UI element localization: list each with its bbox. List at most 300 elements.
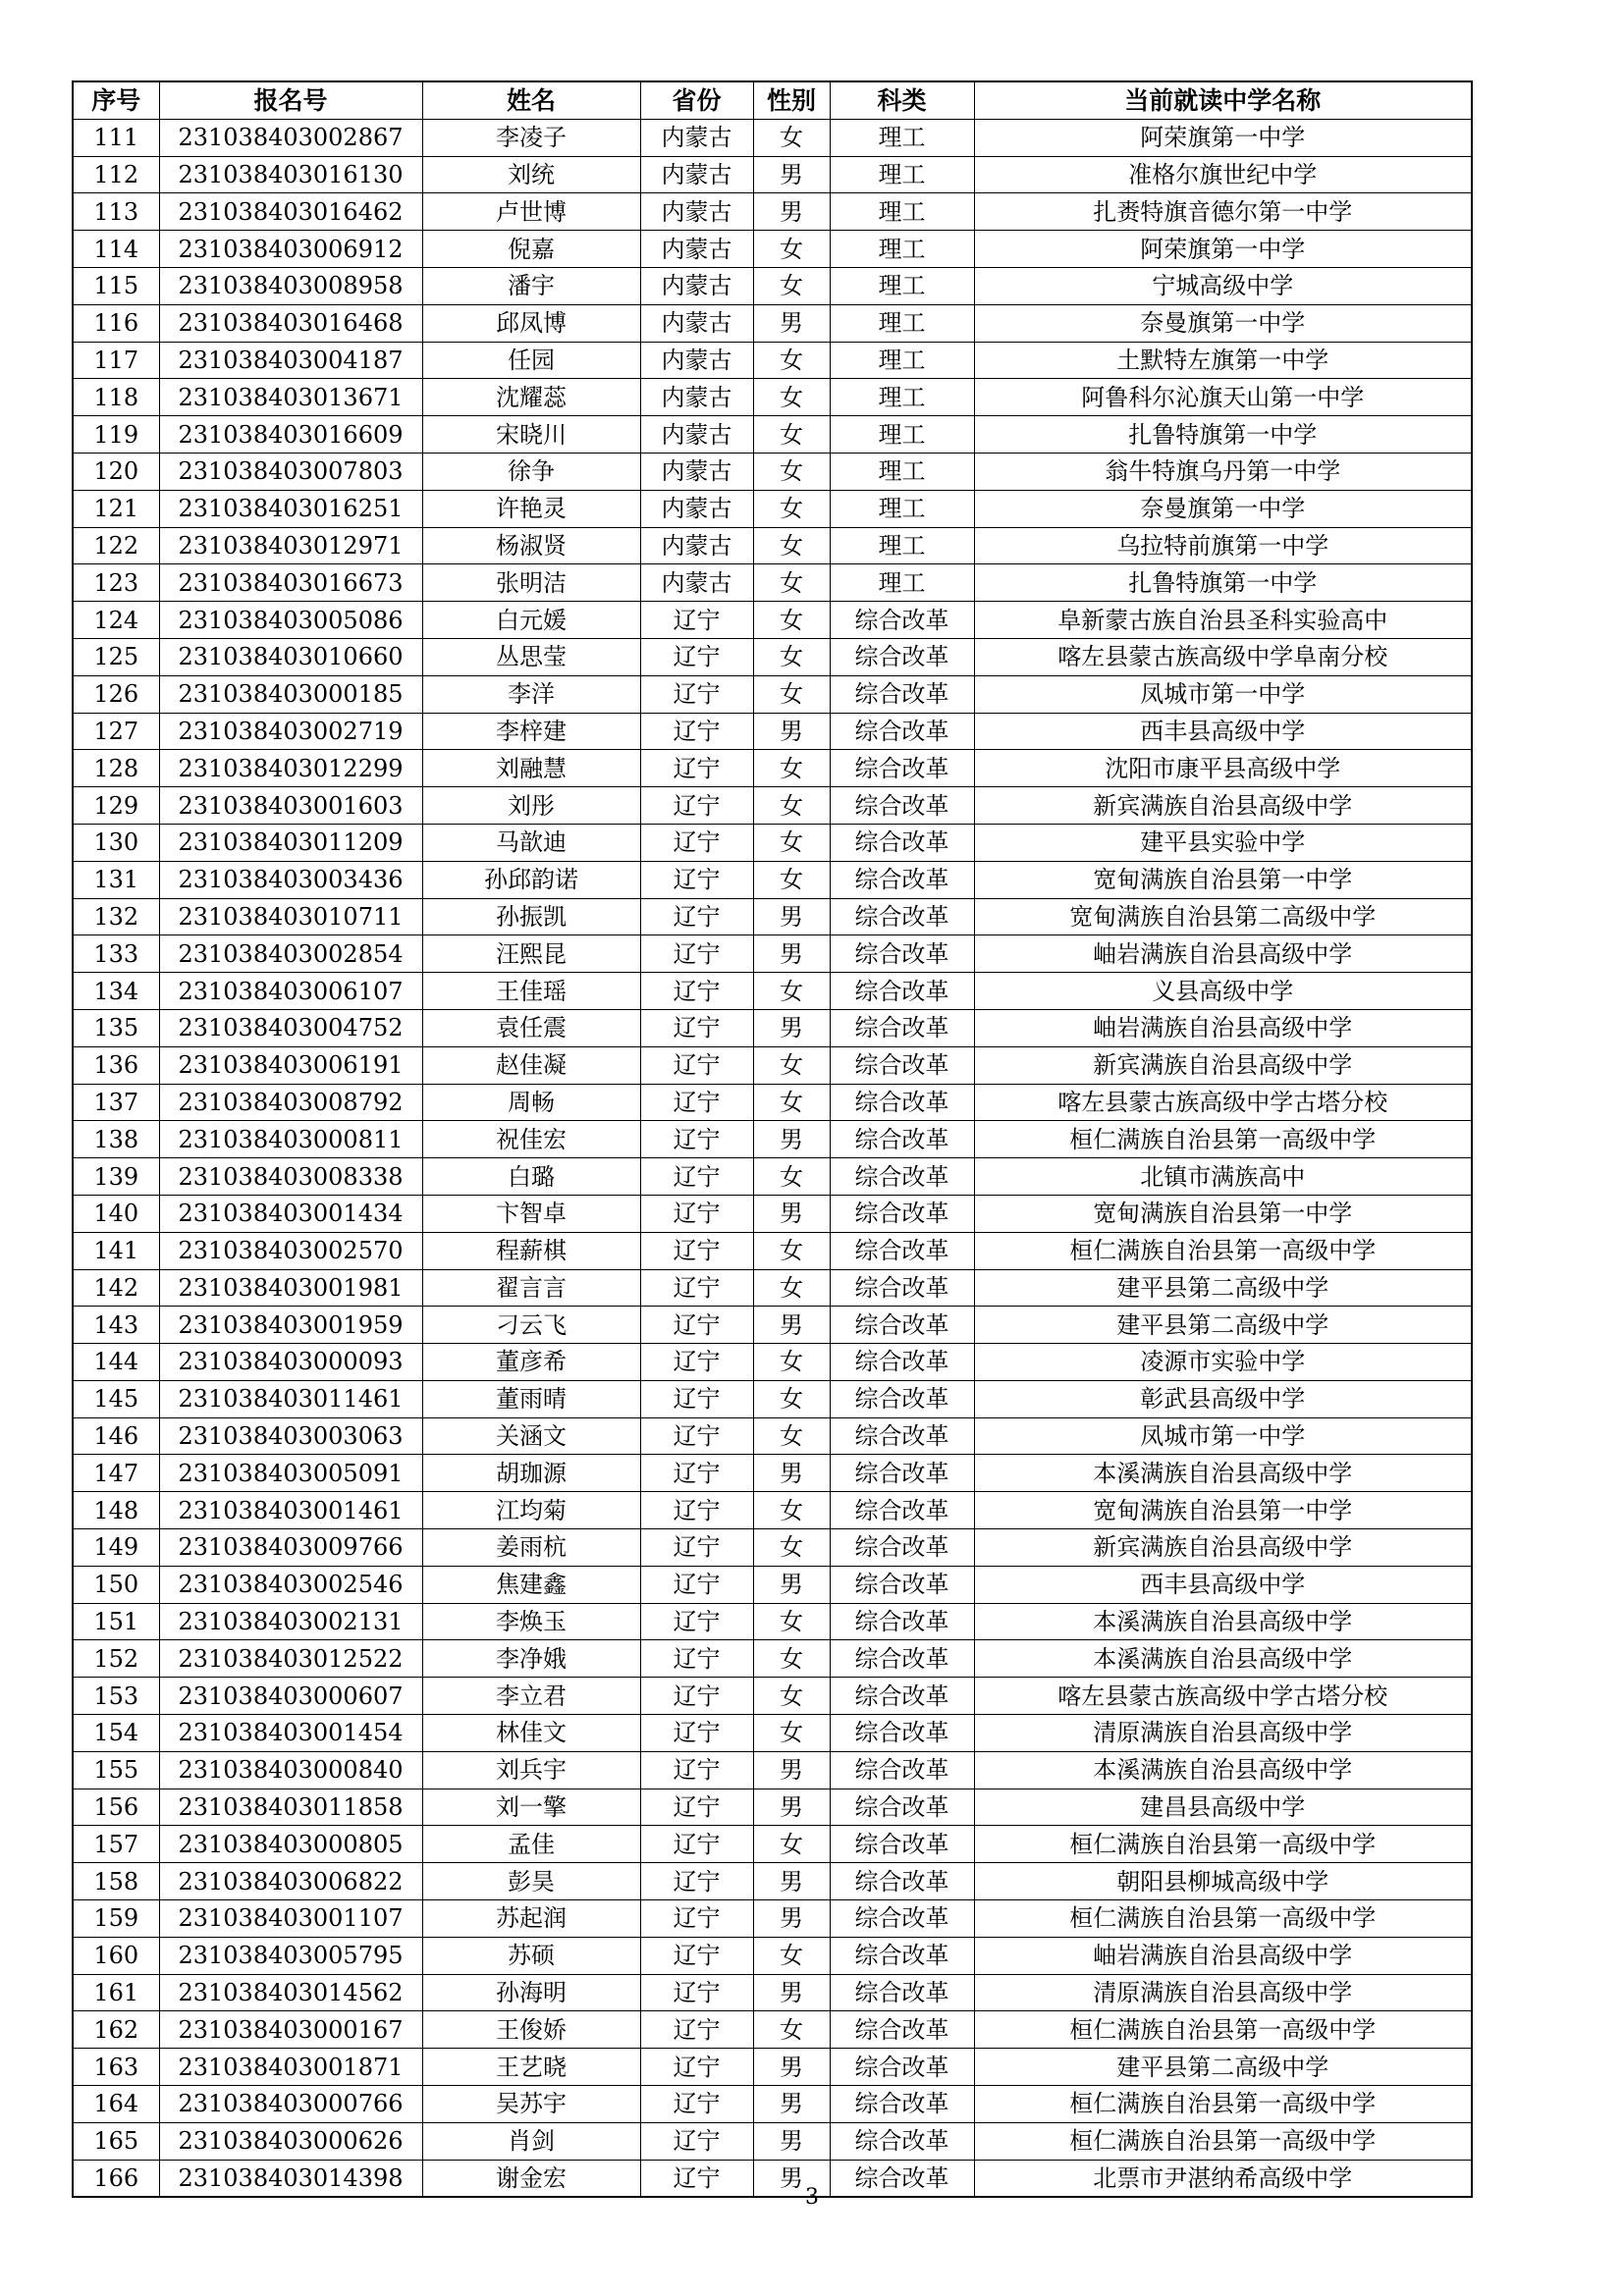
cell-name: 胡珈源 (422, 1455, 640, 1492)
cell-province: 辽宁 (640, 2086, 753, 2123)
table-row (73, 1269, 1472, 1307)
table-row (73, 1232, 1472, 1269)
cell-name: 程薪棋 (422, 1232, 640, 1269)
cell-registration-number: 231038403016609 (159, 416, 422, 454)
cell-province: 辽宁 (640, 1566, 753, 1603)
cell-province: 辽宁 (640, 898, 753, 935)
cell-province: 辽宁 (640, 935, 753, 973)
cell-registration-number: 231038403016251 (159, 490, 422, 527)
cell-registration-number: 231038403001454 (159, 1715, 422, 1752)
cell-registration-number: 231038403002570 (159, 1232, 422, 1269)
cell-index: 153 (73, 1678, 159, 1715)
cell-name: 刘一擎 (422, 1789, 640, 1826)
cell-registration-number: 231038403006822 (159, 1863, 422, 1900)
cell-province: 辽宁 (640, 675, 753, 713)
cell-school-name: 北票市尹湛纳希高级中学 (974, 2160, 1472, 2197)
cell-name: 刘融慧 (422, 750, 640, 787)
cell-registration-number: 231038403011858 (159, 1789, 422, 1826)
cell-province: 辽宁 (640, 1417, 753, 1455)
cell-subject-category: 理工 (830, 156, 974, 193)
cell-name: 刘统 (422, 156, 640, 193)
cell-name: 杨淑贤 (422, 527, 640, 564)
table-row (73, 416, 1472, 454)
cell-school-name: 奈曼旗第一中学 (974, 490, 1472, 527)
table-row (73, 861, 1472, 898)
cell-gender: 女 (753, 602, 830, 639)
cell-province: 辽宁 (640, 1046, 753, 1084)
cell-gender: 女 (753, 231, 830, 268)
cell-gender: 女 (753, 1715, 830, 1752)
table-row (73, 1121, 1472, 1158)
cell-name: 张明洁 (422, 564, 640, 602)
cell-province: 辽宁 (640, 2160, 753, 2197)
table-row (73, 1492, 1472, 1529)
header-province: 省份 (640, 81, 753, 119)
cell-name: 焦建鑫 (422, 1566, 640, 1603)
cell-registration-number: 231038403008338 (159, 1158, 422, 1196)
table-row (73, 1084, 1472, 1121)
cell-subject-category: 综合改革 (830, 1640, 974, 1678)
cell-subject-category: 综合改革 (830, 2049, 974, 2086)
cell-index: 112 (73, 156, 159, 193)
cell-province: 辽宁 (640, 1009, 753, 1046)
cell-subject-category: 综合改革 (830, 1789, 974, 1826)
cell-registration-number: 231038403003436 (159, 861, 422, 898)
cell-gender: 男 (753, 2122, 830, 2160)
cell-index: 140 (73, 1195, 159, 1232)
cell-name: 卢世博 (422, 193, 640, 231)
cell-school-name: 土默特左旗第一中学 (974, 342, 1472, 379)
cell-index: 165 (73, 2122, 159, 2160)
cell-subject-category: 理工 (830, 304, 974, 342)
cell-school-name: 扎鲁特旗第一中学 (974, 416, 1472, 454)
table-row (73, 638, 1472, 675)
cell-school-name: 新宾满族自治县高级中学 (974, 1046, 1472, 1084)
cell-name: 刘兵宇 (422, 1751, 640, 1789)
cell-name: 王佳瑶 (422, 973, 640, 1010)
cell-subject-category: 综合改革 (830, 787, 974, 825)
table-row (73, 1344, 1472, 1381)
cell-province: 辽宁 (640, 973, 753, 1010)
cell-province: 内蒙古 (640, 527, 753, 564)
cell-name: 袁任震 (422, 1009, 640, 1046)
cell-index: 155 (73, 1751, 159, 1789)
table-row (73, 1863, 1472, 1900)
cell-school-name: 宽甸满族自治县第二高级中学 (974, 898, 1472, 935)
table-row (73, 193, 1472, 231)
cell-gender: 女 (753, 490, 830, 527)
cell-name: 彭昊 (422, 1863, 640, 1900)
cell-registration-number: 231038403000840 (159, 1751, 422, 1789)
cell-registration-number: 231038403001959 (159, 1307, 422, 1344)
cell-gender: 女 (753, 1158, 830, 1196)
cell-school-name: 宽甸满族自治县第一中学 (974, 861, 1472, 898)
cell-province: 辽宁 (640, 713, 753, 750)
cell-registration-number: 231038403001107 (159, 1900, 422, 1938)
cell-school-name: 阜新蒙古族自治县圣科实验高中 (974, 602, 1472, 639)
cell-subject-category: 综合改革 (830, 1232, 974, 1269)
cell-registration-number: 231038403006107 (159, 973, 422, 1010)
cell-school-name: 桓仁满族自治县第一高级中学 (974, 1121, 1472, 1158)
cell-school-name: 宁城高级中学 (974, 267, 1472, 304)
cell-name: 邱凤博 (422, 304, 640, 342)
cell-subject-category: 综合改革 (830, 1046, 974, 1084)
cell-gender: 女 (753, 564, 830, 602)
cell-province: 辽宁 (640, 1678, 753, 1715)
table-row (73, 342, 1472, 379)
cell-school-name: 翁牛特旗乌丹第一中学 (974, 453, 1472, 490)
table-row (73, 1046, 1472, 1084)
table-row (73, 1307, 1472, 1344)
cell-subject-category: 综合改革 (830, 973, 974, 1010)
table-row (73, 304, 1472, 342)
table-row (73, 2086, 1472, 2123)
cell-gender: 女 (753, 787, 830, 825)
cell-registration-number: 231038403001871 (159, 2049, 422, 2086)
cell-registration-number: 231038403016462 (159, 193, 422, 231)
cell-province: 辽宁 (640, 1158, 753, 1196)
cell-province: 辽宁 (640, 1640, 753, 1678)
table-row (73, 1974, 1472, 2011)
cell-gender: 女 (753, 119, 830, 156)
cell-index: 116 (73, 304, 159, 342)
cell-school-name: 本溪满族自治县高级中学 (974, 1751, 1472, 1789)
cell-school-name: 扎鲁特旗第一中学 (974, 564, 1472, 602)
cell-name: 李凌子 (422, 119, 640, 156)
cell-school-name: 本溪满族自治县高级中学 (974, 1603, 1472, 1640)
cell-gender: 男 (753, 713, 830, 750)
cell-subject-category: 综合改革 (830, 1455, 974, 1492)
cell-gender: 女 (753, 1826, 830, 1863)
cell-subject-category: 综合改革 (830, 1344, 974, 1381)
cell-index: 139 (73, 1158, 159, 1196)
cell-gender: 男 (753, 1789, 830, 1826)
cell-gender: 男 (753, 2049, 830, 2086)
cell-registration-number: 231038403002719 (159, 713, 422, 750)
cell-school-name: 建昌县高级中学 (974, 1789, 1472, 1826)
cell-registration-number: 231038403002131 (159, 1603, 422, 1640)
table-row (73, 1566, 1472, 1603)
cell-school-name: 新宾满族自治县高级中学 (974, 787, 1472, 825)
cell-index: 124 (73, 602, 159, 639)
cell-school-name: 桓仁满族自治县第一高级中学 (974, 2086, 1472, 2123)
table-row (73, 1158, 1472, 1196)
cell-index: 114 (73, 231, 159, 268)
cell-province: 辽宁 (640, 787, 753, 825)
cell-index: 125 (73, 638, 159, 675)
cell-name: 徐争 (422, 453, 640, 490)
cell-province: 辽宁 (640, 1455, 753, 1492)
cell-subject-category: 综合改革 (830, 1307, 974, 1344)
cell-index: 134 (73, 973, 159, 1010)
cell-subject-category: 综合改革 (830, 1195, 974, 1232)
cell-province: 辽宁 (640, 1121, 753, 1158)
cell-gender: 女 (753, 750, 830, 787)
cell-index: 121 (73, 490, 159, 527)
cell-subject-category: 理工 (830, 527, 974, 564)
cell-registration-number: 231038403016468 (159, 304, 422, 342)
cell-gender: 女 (753, 267, 830, 304)
table-row (73, 1455, 1472, 1492)
cell-registration-number: 231038403001461 (159, 1492, 422, 1529)
cell-subject-category: 综合改革 (830, 2122, 974, 2160)
cell-subject-category: 综合改革 (830, 1826, 974, 1863)
cell-gender: 女 (753, 342, 830, 379)
cell-registration-number: 231038403007803 (159, 453, 422, 490)
cell-school-name: 建平县第二高级中学 (974, 2049, 1472, 2086)
cell-registration-number: 231038403012522 (159, 1640, 422, 1678)
cell-name: 周畅 (422, 1084, 640, 1121)
cell-name: 李立君 (422, 1678, 640, 1715)
cell-index: 141 (73, 1232, 159, 1269)
cell-registration-number: 231038403000626 (159, 2122, 422, 2160)
cell-subject-category: 综合改革 (830, 2160, 974, 2197)
cell-gender: 男 (753, 304, 830, 342)
cell-province: 辽宁 (640, 861, 753, 898)
cell-school-name: 阿荣旗第一中学 (974, 231, 1472, 268)
cell-province: 辽宁 (640, 2122, 753, 2160)
table-row (73, 453, 1472, 490)
cell-registration-number: 231038403004187 (159, 342, 422, 379)
cell-registration-number: 231038403000607 (159, 1678, 422, 1715)
cell-name: 李梓建 (422, 713, 640, 750)
cell-registration-number: 231038403001603 (159, 787, 422, 825)
cell-gender: 女 (753, 1344, 830, 1381)
cell-school-name: 凤城市第一中学 (974, 675, 1472, 713)
cell-school-name: 本溪满族自治县高级中学 (974, 1640, 1472, 1678)
cell-registration-number: 231038403006191 (159, 1046, 422, 1084)
cell-name: 孙邱韵诺 (422, 861, 640, 898)
cell-index: 157 (73, 1826, 159, 1863)
cell-school-name: 北镇市满族高中 (974, 1158, 1472, 1196)
cell-name: 孙振凯 (422, 898, 640, 935)
cell-province: 辽宁 (640, 1789, 753, 1826)
cell-gender: 女 (753, 973, 830, 1010)
cell-registration-number: 231038403009766 (159, 1529, 422, 1567)
cell-subject-category: 理工 (830, 379, 974, 416)
table-row (73, 2011, 1472, 2049)
cell-subject-category: 综合改革 (830, 1269, 974, 1307)
cell-subject-category: 综合改革 (830, 1009, 974, 1046)
cell-registration-number: 231038403000811 (159, 1121, 422, 1158)
cell-province: 辽宁 (640, 2011, 753, 2049)
cell-index: 159 (73, 1900, 159, 1938)
cell-name: 潘宇 (422, 267, 640, 304)
cell-gender: 女 (753, 1084, 830, 1121)
cell-school-name: 喀左县蒙古族高级中学阜南分校 (974, 638, 1472, 675)
cell-name: 祝佳宏 (422, 1121, 640, 1158)
cell-registration-number: 231038403003063 (159, 1417, 422, 1455)
cell-gender: 男 (753, 1751, 830, 1789)
cell-registration-number: 231038403012299 (159, 750, 422, 787)
page-number: 3 (805, 2185, 819, 2210)
table-row (73, 1678, 1472, 1715)
cell-gender: 女 (753, 861, 830, 898)
cell-school-name: 义县高级中学 (974, 973, 1472, 1010)
cell-name: 孟佳 (422, 1826, 640, 1863)
cell-gender: 女 (753, 1269, 830, 1307)
header-school-name: 当前就读中学名称 (974, 81, 1472, 119)
cell-gender: 女 (753, 1937, 830, 1974)
cell-subject-category: 综合改革 (830, 1380, 974, 1417)
cell-subject-category: 综合改革 (830, 898, 974, 935)
cell-subject-category: 理工 (830, 267, 974, 304)
cell-subject-category: 综合改革 (830, 1529, 974, 1567)
cell-gender: 女 (753, 1492, 830, 1529)
cell-registration-number: 231038403013671 (159, 379, 422, 416)
cell-province: 辽宁 (640, 1937, 753, 1974)
cell-gender: 男 (753, 1900, 830, 1938)
cell-registration-number: 231038403016130 (159, 156, 422, 193)
cell-subject-category: 综合改革 (830, 750, 974, 787)
cell-registration-number: 231038403005795 (159, 1937, 422, 1974)
cell-index: 132 (73, 898, 159, 935)
cell-gender: 女 (753, 1046, 830, 1084)
table-body (73, 119, 1472, 2197)
cell-subject-category: 理工 (830, 231, 974, 268)
table-row (73, 713, 1472, 750)
cell-name: 卞智卓 (422, 1195, 640, 1232)
cell-province: 辽宁 (640, 1269, 753, 1307)
cell-name: 林佳文 (422, 1715, 640, 1752)
cell-school-name: 建平县实验中学 (974, 824, 1472, 861)
cell-subject-category: 综合改革 (830, 1084, 974, 1121)
table-row (73, 1009, 1472, 1046)
cell-gender: 男 (753, 898, 830, 935)
cell-subject-category: 综合改革 (830, 1974, 974, 2011)
cell-name: 姜雨杭 (422, 1529, 640, 1567)
cell-index: 145 (73, 1380, 159, 1417)
table-row (73, 787, 1472, 825)
cell-name: 李焕玉 (422, 1603, 640, 1640)
cell-registration-number: 231038403002854 (159, 935, 422, 973)
cell-index: 164 (73, 2086, 159, 2123)
cell-gender: 男 (753, 1009, 830, 1046)
cell-registration-number: 231038403012971 (159, 527, 422, 564)
cell-gender: 女 (753, 1232, 830, 1269)
cell-subject-category: 综合改革 (830, 1158, 974, 1196)
cell-registration-number: 231038403000766 (159, 2086, 422, 2123)
table-row (73, 1195, 1472, 1232)
header-gender: 性别 (753, 81, 830, 119)
cell-province: 内蒙古 (640, 231, 753, 268)
table-row (73, 675, 1472, 713)
cell-name: 关涵文 (422, 1417, 640, 1455)
cell-school-name: 桓仁满族自治县第一高级中学 (974, 2122, 1472, 2160)
cell-school-name: 桓仁满族自治县第一高级中学 (974, 1232, 1472, 1269)
cell-gender: 女 (753, 638, 830, 675)
cell-name: 王俊娇 (422, 2011, 640, 2049)
cell-index: 117 (73, 342, 159, 379)
cell-index: 122 (73, 527, 159, 564)
table-row (73, 750, 1472, 787)
table-row (73, 1417, 1472, 1455)
cell-name: 沈耀蕊 (422, 379, 640, 416)
cell-subject-category: 综合改革 (830, 2011, 974, 2049)
cell-index: 147 (73, 1455, 159, 1492)
cell-subject-category: 综合改革 (830, 1492, 974, 1529)
cell-school-name: 阿鲁科尔沁旗天山第一中学 (974, 379, 1472, 416)
cell-name: 孙海明 (422, 1974, 640, 2011)
cell-name: 苏硕 (422, 1937, 640, 1974)
cell-index: 146 (73, 1417, 159, 1455)
cell-subject-category: 综合改革 (830, 638, 974, 675)
cell-subject-category: 综合改革 (830, 602, 974, 639)
cell-subject-category: 综合改革 (830, 675, 974, 713)
cell-subject-category: 综合改革 (830, 1863, 974, 1900)
cell-province: 辽宁 (640, 1529, 753, 1567)
cell-registration-number: 231038403014398 (159, 2160, 422, 2197)
cell-school-name: 桓仁满族自治县第一高级中学 (974, 2011, 1472, 2049)
cell-school-name: 新宾满族自治县高级中学 (974, 1529, 1472, 1567)
admission-roster-table (72, 80, 1473, 2198)
table-row (73, 564, 1472, 602)
cell-school-name: 沈阳市康平县高级中学 (974, 750, 1472, 787)
cell-school-name: 扎赉特旗音德尔第一中学 (974, 193, 1472, 231)
cell-school-name: 凤城市第一中学 (974, 1417, 1472, 1455)
cell-registration-number: 231038403006912 (159, 231, 422, 268)
cell-school-name: 西丰县高级中学 (974, 713, 1472, 750)
cell-index: 149 (73, 1529, 159, 1567)
cell-name: 白璐 (422, 1158, 640, 1196)
cell-index: 135 (73, 1009, 159, 1046)
cell-school-name: 岫岩满族自治县高级中学 (974, 1009, 1472, 1046)
cell-registration-number: 231038403002867 (159, 119, 422, 156)
cell-registration-number: 231038403002546 (159, 1566, 422, 1603)
table-row (73, 935, 1472, 973)
cell-index: 126 (73, 675, 159, 713)
table-row (73, 156, 1472, 193)
cell-name: 倪嘉 (422, 231, 640, 268)
cell-index: 151 (73, 1603, 159, 1640)
cell-province: 内蒙古 (640, 193, 753, 231)
cell-gender: 女 (753, 1529, 830, 1567)
table-row (73, 2049, 1472, 2086)
table-row (73, 490, 1472, 527)
cell-province: 内蒙古 (640, 453, 753, 490)
cell-name: 刁云飞 (422, 1307, 640, 1344)
header-name: 姓名 (422, 81, 640, 119)
cell-subject-category: 综合改革 (830, 1417, 974, 1455)
cell-registration-number: 231038403001434 (159, 1195, 422, 1232)
cell-index: 123 (73, 564, 159, 602)
table-row (73, 379, 1472, 416)
cell-index: 152 (73, 1640, 159, 1678)
cell-school-name: 喀左县蒙古族高级中学古塔分校 (974, 1084, 1472, 1121)
cell-province: 内蒙古 (640, 156, 753, 193)
cell-gender: 男 (753, 1195, 830, 1232)
cell-index: 143 (73, 1307, 159, 1344)
cell-index: 138 (73, 1121, 159, 1158)
cell-name: 白元媛 (422, 602, 640, 639)
cell-province: 辽宁 (640, 1863, 753, 1900)
cell-gender: 男 (753, 1307, 830, 1344)
cell-province: 辽宁 (640, 1900, 753, 1938)
cell-subject-category: 理工 (830, 564, 974, 602)
cell-gender: 女 (753, 2011, 830, 2049)
cell-index: 113 (73, 193, 159, 231)
cell-name: 肖剑 (422, 2122, 640, 2160)
cell-index: 133 (73, 935, 159, 973)
cell-school-name: 乌拉特前旗第一中学 (974, 527, 1472, 564)
cell-province: 内蒙古 (640, 416, 753, 454)
cell-gender: 女 (753, 527, 830, 564)
cell-registration-number: 231038403011209 (159, 824, 422, 861)
cell-name: 董彦希 (422, 1344, 640, 1381)
cell-index: 156 (73, 1789, 159, 1826)
cell-subject-category: 综合改革 (830, 1566, 974, 1603)
cell-subject-category: 综合改革 (830, 1937, 974, 1974)
